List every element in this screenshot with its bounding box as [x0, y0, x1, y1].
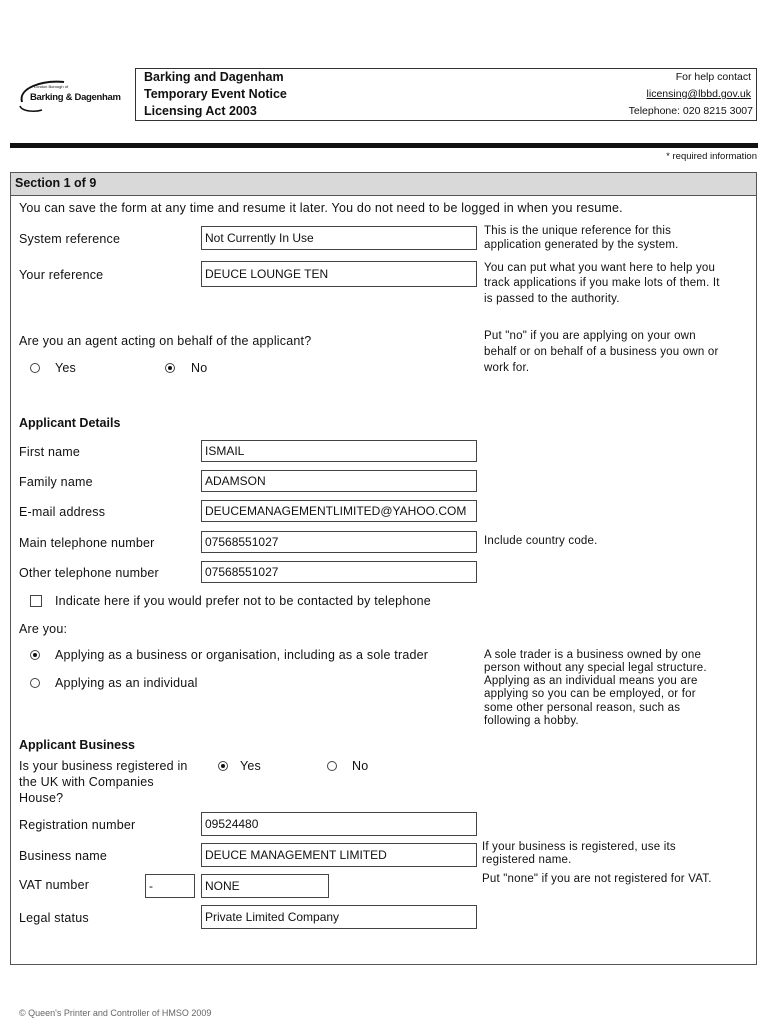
- registered-yes-radio[interactable]: [218, 761, 228, 771]
- applicant-type-help-6: following a hobby.: [484, 715, 579, 727]
- your-reference-help-2: track applications if you make lots of them. It: [484, 277, 720, 289]
- applicant-type-help-4: applying so you can be employed, or for: [484, 688, 696, 700]
- business-name-field[interactable]: DEUCE MANAGEMENT LIMITED: [201, 843, 477, 867]
- registered-no-label: No: [352, 759, 369, 773]
- section-title: Section 1 of 9: [15, 176, 97, 190]
- system-reference-label: System reference: [19, 232, 121, 246]
- family-name-label: Family name: [19, 475, 93, 489]
- business-name-help-2: registered name.: [482, 854, 572, 866]
- council-logo: [12, 76, 132, 116]
- applicant-business-heading: Applicant Business: [19, 738, 135, 752]
- registered-no-radio[interactable]: [327, 761, 337, 771]
- your-reference-help-1: You can put what you want here to help you: [484, 262, 716, 274]
- no-phone-contact-checkbox[interactable]: [30, 595, 42, 607]
- email-label: E-mail address: [19, 505, 106, 519]
- required-info-note: * required information: [666, 151, 757, 162]
- registered-question-2: the UK with Companies: [19, 775, 154, 789]
- business-name-help-1: If your business is registered, use its: [482, 841, 676, 853]
- legal-status-label: Legal status: [19, 911, 89, 925]
- vat-help: Put "none" if you are not registered for VAT.: [482, 873, 712, 885]
- registered-yes-label: Yes: [240, 759, 261, 773]
- system-reference-field[interactable]: Not Currently In Use: [201, 226, 477, 250]
- your-reference-label: Your reference: [19, 268, 104, 282]
- agent-help-1: Put "no" if you are applying on your own: [484, 330, 696, 342]
- first-name-label: First name: [19, 445, 81, 459]
- business-radio[interactable]: [30, 650, 40, 660]
- applicant-details-heading: Applicant Details: [19, 416, 121, 430]
- email-field[interactable]: DEUCEMANAGEMENTLIMITED@YAHOO.COM: [201, 500, 477, 522]
- copyright-footer: © Queen's Printer and Controller of HMSO 2009: [19, 1008, 212, 1018]
- main-phone-label: Main telephone number: [19, 536, 155, 550]
- header-title-1: Barking and Dagenham: [144, 70, 284, 84]
- applicant-type-help-2: person without any special legal structure.: [484, 662, 707, 674]
- agent-no-label: No: [191, 361, 208, 375]
- other-phone-label: Other telephone number: [19, 566, 159, 580]
- agent-no-radio[interactable]: [165, 363, 175, 373]
- your-reference-field[interactable]: DEUCE LOUNGE TEN: [201, 261, 477, 287]
- vat-number-field[interactable]: NONE: [201, 874, 329, 898]
- business-option-label: Applying as a business or organisation, including as a sole trader: [55, 648, 429, 662]
- header-title-2: Temporary Event Notice: [144, 87, 287, 101]
- agent-help-3: work for.: [484, 362, 530, 374]
- applicant-type-help-5: some other personal reason, such as: [484, 702, 681, 714]
- agent-yes-radio[interactable]: [30, 363, 40, 373]
- applicant-type-help-3: Applying as an individual means you are: [484, 675, 698, 687]
- main-phone-field[interactable]: 07568551027: [201, 531, 477, 553]
- header-title-3: Licensing Act 2003: [144, 104, 257, 118]
- section-header-bar: [11, 173, 756, 196]
- individual-radio[interactable]: [30, 678, 40, 688]
- other-phone-field[interactable]: 07568551027: [201, 561, 477, 583]
- your-reference-help-3: is passed to the authority.: [484, 293, 620, 305]
- vat-prefix-field[interactable]: -: [145, 874, 195, 898]
- system-reference-help-1: This is the unique reference for this: [484, 225, 672, 237]
- header-divider: [10, 143, 758, 148]
- applicant-type-help-1: A sole trader is a business owned by one: [484, 649, 702, 661]
- individual-option-label: Applying as an individual: [55, 676, 198, 690]
- agent-help-2: behalf or on behalf of a business you own or: [484, 346, 719, 358]
- registered-question-1: Is your business registered in: [19, 759, 188, 773]
- vat-number-label: VAT number: [19, 878, 90, 892]
- help-telephone: Telephone: 020 8215 3007: [628, 105, 753, 117]
- agent-question: Are you an agent acting on behalf of the applicant?: [19, 334, 312, 348]
- registration-number-label: Registration number: [19, 818, 136, 832]
- help-email-link[interactable]: licensing@lbbd.gov.uk: [646, 88, 751, 100]
- business-name-label: Business name: [19, 849, 108, 863]
- first-name-field[interactable]: ISMAIL: [201, 440, 477, 462]
- registration-number-field[interactable]: 09524480: [201, 812, 477, 836]
- section-intro: You can save the form at any time and resume it later. You do not need to be logged in when you resume.: [19, 201, 623, 215]
- registered-question-3: House?: [19, 791, 64, 805]
- family-name-field[interactable]: ADAMSON: [201, 470, 477, 492]
- are-you-label: Are you:: [19, 622, 68, 636]
- logo-small-text: London Borough of: [34, 84, 69, 89]
- agent-yes-label: Yes: [55, 361, 76, 375]
- legal-status-field[interactable]: Private Limited Company: [201, 905, 477, 929]
- help-contact-label: For help contact: [675, 71, 751, 83]
- system-reference-help-2: application generated by the system.: [484, 239, 679, 251]
- no-phone-contact-label: Indicate here if you would prefer not to be contacted by telephone: [55, 594, 431, 608]
- logo-text: Barking & Dagenham: [30, 92, 121, 103]
- main-phone-help: Include country code.: [484, 535, 598, 547]
